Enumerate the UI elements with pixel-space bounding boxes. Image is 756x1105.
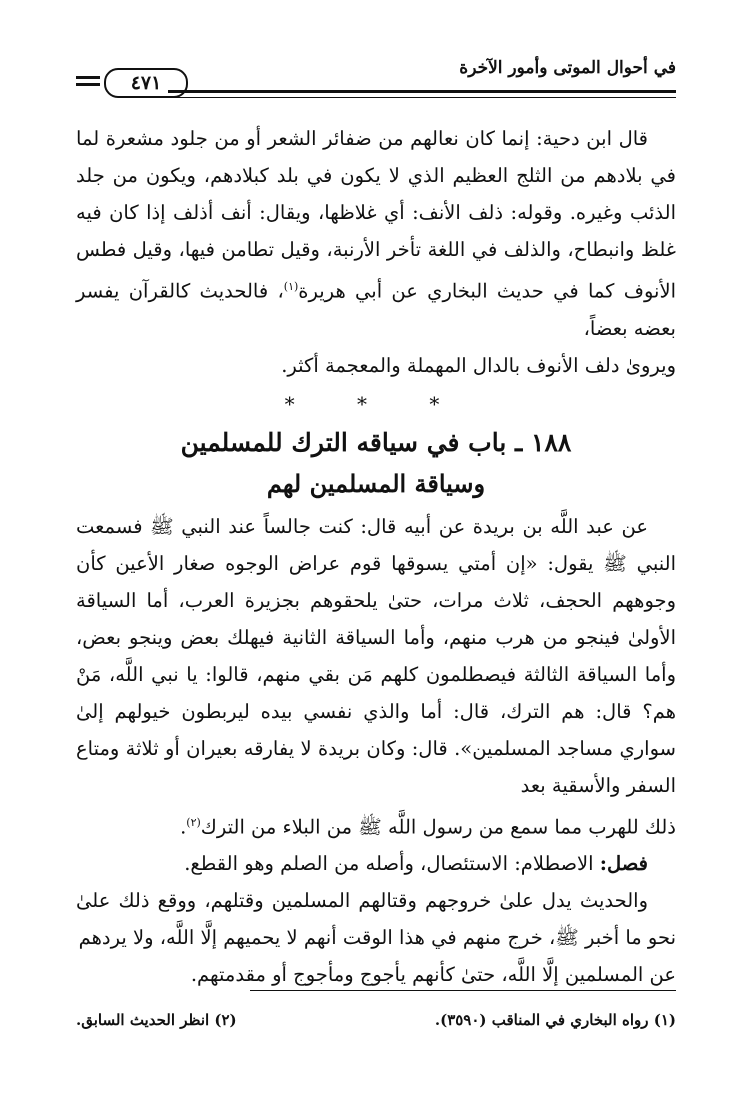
hadith-paragraph: عن عبد اللَّه بن بريدة عن أبيه قال: كنت جالساً عند النبي ﷺ فسمعت النبي ﷺ يقول: «إن أمتي يسوقها قوم عراض الوجوه صغار الأعين كأن وجوههم الحجف، ثلاث مرات، حتىٰ يلحقوهم بجزيرة العرب، أما السياقة الأولىٰ فينجو من هرب منهم، وأما السياقة الثانية فيهلك بعض وينجو بعض، وأما السياقة الثالثة فيصطلمون كلهم مَن بقي منهم، قالوا: يا نبي اللَّه، مَنْ هم؟ قال: هم الترك، قال: أما والذي نفسي بيده ليربطون خيولهم إلىٰ سواري مساجد المسلمين». قال: وكان بريدة لا يفارقه بعيران أو ثلاثة ومتاع السفر والأسقية بعد (76, 514, 676, 797)
hadith-last-end: . (180, 815, 187, 838)
intro-text-tail: ، فالحديث كالقرآن يفسر بعضه بعضاً، (76, 279, 676, 340)
header-rule (168, 90, 676, 98)
hadith-last-line (76, 804, 676, 846)
commentary-paragraph: والحديث يدل علىٰ خروجهم وقتالهم المسلمين وقتلهم، ووقع ذلك علىٰ نحو ما أخبر ﷺ، خرج منهم في هذا الوقت أنهم لا يحميهم إلَّا اللَّه، ولا يردهم (76, 889, 676, 949)
footnote-rule (250, 990, 676, 991)
running-header (76, 52, 676, 98)
page-number-box (76, 68, 188, 98)
footnote-1: (١) رواه البخاري في المناقب (٣٥٩٠). (434, 1011, 676, 1029)
page-number: ٤٧١ (104, 68, 188, 98)
chapter-title: ١٨٨ ـ باب في سياقه الترك للمسلمين (180, 427, 572, 457)
running-header-title: في أحوال الموتى وأمور الآخرة (459, 58, 676, 78)
intro-paragraph (76, 120, 676, 347)
fasl-paragraph (76, 845, 676, 882)
page-number-ornament (76, 76, 100, 86)
commentary-last-line: عن المسلمين إلَّا اللَّه، حتىٰ كأنهم يأجوج ومأجوج أو مقدمتهم. (190, 963, 676, 986)
intro-last-line: ويروىٰ دلف الأنوف بالدال المهملة والمعجمة أكثر. (281, 353, 676, 377)
fasl-text: الاصطلام: الاستئصال، وأصله من الصلم وهو القطع. (184, 852, 600, 875)
footnote-ref-2: (٢) (186, 815, 201, 829)
footnote-ref-1: (١) (283, 280, 299, 293)
page-body (76, 120, 676, 993)
intro-text: قال ابن دحية: إنما كان نعالهم من ضفائر الشعر أو من جلود مشعرة لما في بلادهم من الثلج العظيم الذي لا يكون في بلد كبلادهم، ويكون من جلد الذئب وغيره. وقوله: ذلف الأنف: أي غلاظها، ويقال: أنف أذلف إذا كان فيه غلظ وانبطاح، والذلف في اللغة تأخر الأرنبة، وقيل تطامن فيها، وقيل فطس الأنوف كما في حديث البخاري عن أبي هريرة (76, 127, 677, 303)
fasl-label: فصل: (599, 852, 648, 875)
footnote-2: (٢) انظر الحديث السابق. (76, 1011, 237, 1029)
hadith-last-text: ذلك للهرب مما سمع من رسول اللَّه ﷺ من البلاء من الترك (200, 815, 676, 838)
chapter-subtitle: وسياقة المسلمين لهم (266, 468, 486, 498)
section-divider: * * * (284, 391, 468, 416)
